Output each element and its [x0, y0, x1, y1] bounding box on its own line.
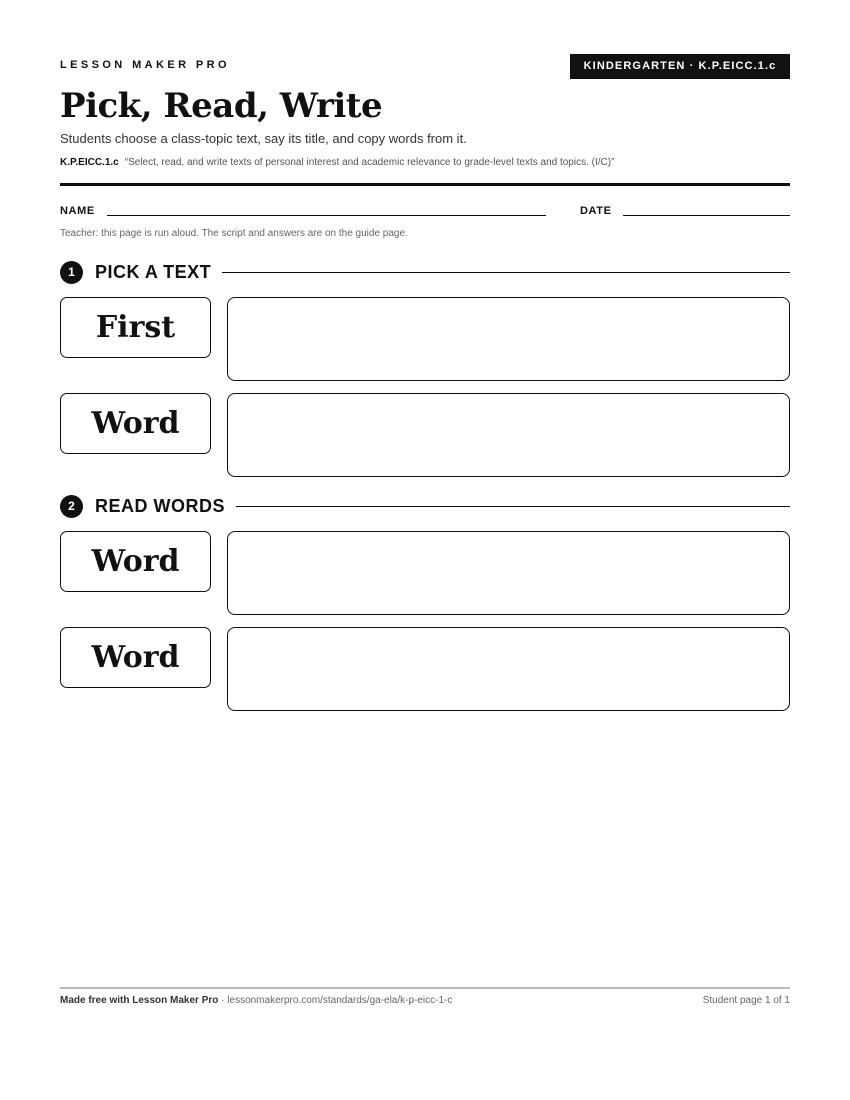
- writing-box[interactable]: [227, 393, 790, 477]
- section-title: READ WORDS: [95, 495, 225, 516]
- date-line[interactable]: [623, 215, 790, 216]
- standard-text: “Select, read, and write texts of personal interest and academic relevance to grade-level texts and topics. (I/C)”: [124, 157, 615, 168]
- name-label: NAME: [60, 205, 95, 217]
- page-title: Pick, Read, Write: [60, 86, 383, 126]
- teacher-note: Teacher: this page is run aloud. The script and answers are on the guide page.: [60, 228, 408, 239]
- standard-code: K.P.EICC.1.c: [60, 157, 119, 168]
- writing-box[interactable]: [227, 627, 790, 711]
- footer-url[interactable]: · lessonmakerpro.com/standards/ga-ela/k-p-eicc-1-c: [221, 995, 453, 1006]
- section-header-read-words: [60, 494, 790, 518]
- footer-made-with: Made free with Lesson Maker Pro: [60, 995, 219, 1006]
- standard-line: [60, 157, 614, 168]
- date-label: DATE: [580, 205, 612, 217]
- word-card: Word: [60, 393, 211, 454]
- section-number-badge: 1: [60, 261, 83, 284]
- word-card: Word: [60, 627, 211, 688]
- writing-box[interactable]: [227, 297, 790, 381]
- section-number-badge: 2: [60, 495, 83, 518]
- section-rule: [222, 272, 790, 273]
- brand-name: LESSON MAKER PRO: [60, 59, 230, 71]
- name-line[interactable]: [107, 215, 546, 216]
- section-header-pick-a-text: [60, 260, 790, 284]
- section-title: PICK A TEXT: [95, 261, 212, 282]
- section-rule: [236, 506, 790, 507]
- footer-page-number: Student page 1 of 1: [702, 995, 790, 1006]
- footer-credit: [60, 995, 452, 1006]
- footer-divider: [60, 987, 790, 989]
- header-divider: [60, 183, 790, 186]
- grade-badge: KINDERGARTEN · K.P.EICC.1.c: [570, 54, 790, 79]
- page-subtitle: Students choose a class-topic text, say its title, and copy words from it.: [60, 131, 467, 146]
- writing-box[interactable]: [227, 531, 790, 615]
- word-card: First: [60, 297, 211, 358]
- word-card: Word: [60, 531, 211, 592]
